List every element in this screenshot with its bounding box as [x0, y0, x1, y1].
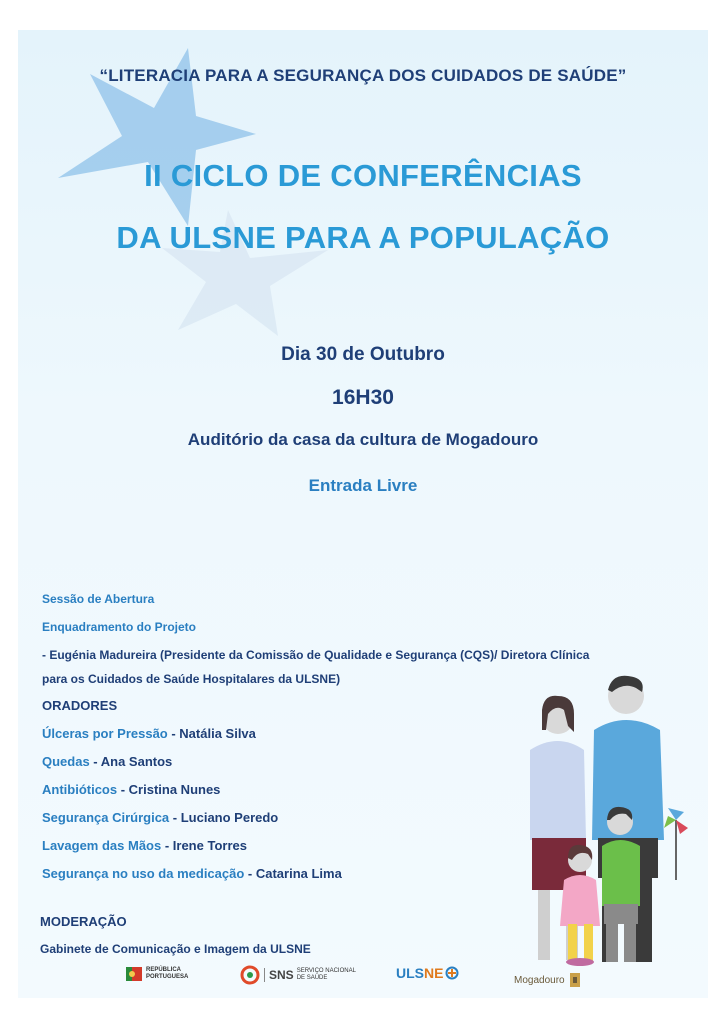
talk-item [42, 810, 278, 825]
talk-item [42, 866, 342, 881]
talk-speaker: Ana Santos [100, 754, 173, 769]
talk-topic: Lavagem das Mãos [42, 838, 162, 853]
talk-speaker: Cristina Nunes [128, 782, 221, 797]
talk-separator: - [161, 838, 173, 853]
ulsne-suffix: NE [424, 965, 444, 981]
ulsne-prefix: ULS [396, 965, 424, 981]
republica-line2: PORTUGUESA [146, 974, 189, 980]
talk-speaker: Luciano Peredo [180, 810, 279, 825]
framing-speaker-line1: - Eugénia Madureira (Presidente da Comissão de Qualidade e Segurança (CQS)/ Diretora Clínica [42, 648, 590, 662]
flag-shield-icon [126, 965, 142, 983]
family-illustration [508, 670, 688, 970]
partner-logos-bar [18, 965, 708, 998]
event-date: Dia 30 de Outubro [281, 344, 445, 365]
speakers-label: ORADORES [42, 698, 118, 713]
sns-logo [240, 965, 356, 985]
republica-line1: REPÚBLICA [146, 967, 182, 973]
sns-sub2: DE SAÚDE [296, 975, 328, 981]
ulsne-plus-icon [445, 966, 459, 980]
poster-title-line2: DA ULSNE PARA A POPULAÇÃO [116, 220, 610, 255]
talk-separator: - [169, 810, 181, 825]
talk-item [42, 754, 172, 769]
republica-portuguesa-logo [126, 965, 188, 983]
framing-speaker-line2: para os Cuidados de Saúde Hospitalares da ULSNE) [42, 672, 341, 686]
talk-separator: - [89, 754, 101, 769]
sns-emblem-icon [240, 965, 260, 985]
opening-session: Sessão de Abertura [42, 592, 155, 606]
event-venue: Auditório da casa da cultura de Mogadouro [187, 430, 539, 449]
talk-topic: Úlceras por Pressão [42, 726, 168, 741]
moderation-label: MODERAÇÃO [40, 914, 127, 929]
poster-title-line1: II CICLO DE CONFERÊNCIAS [144, 158, 582, 193]
sns-label: SNS [264, 968, 294, 982]
project-framing: Enquadramento do Projeto [42, 620, 197, 634]
poster-page [18, 30, 708, 998]
talk-speaker: Catarina Lima [255, 866, 342, 881]
talk-separator: - [244, 866, 256, 881]
talk-item [42, 726, 256, 741]
talk-separator: - [167, 726, 180, 741]
sns-sub1: SERVIÇO NACIONAL [296, 968, 356, 974]
talk-topic: Segurança no uso da medicação [42, 866, 245, 881]
talk-speaker: Irene Torres [172, 838, 247, 853]
talk-topic: Segurança Cirúrgica [42, 810, 170, 825]
talk-speaker: Natália Silva [179, 726, 256, 741]
talk-topic: Quedas [42, 754, 90, 769]
talk-separator: - [117, 782, 129, 797]
mogadouro-crest-icon [568, 971, 582, 989]
ulsne-logo [396, 965, 459, 981]
poster-subtitle: “LITERACIA PARA A SEGURANÇA DOS CUIDADOS DE SAÚDE” [99, 66, 627, 85]
talk-item [42, 838, 247, 853]
mogadouro-logo [514, 971, 582, 989]
talk-item [42, 782, 220, 797]
event-time: 16H30 [332, 386, 394, 409]
event-entry: Entrada Livre [308, 476, 418, 495]
moderation-value: Gabinete de Comunicação e Imagem da ULSNE [40, 942, 311, 956]
talk-topic: Antibióticos [42, 782, 118, 797]
mogadouro-label: Mogadouro [514, 974, 565, 986]
